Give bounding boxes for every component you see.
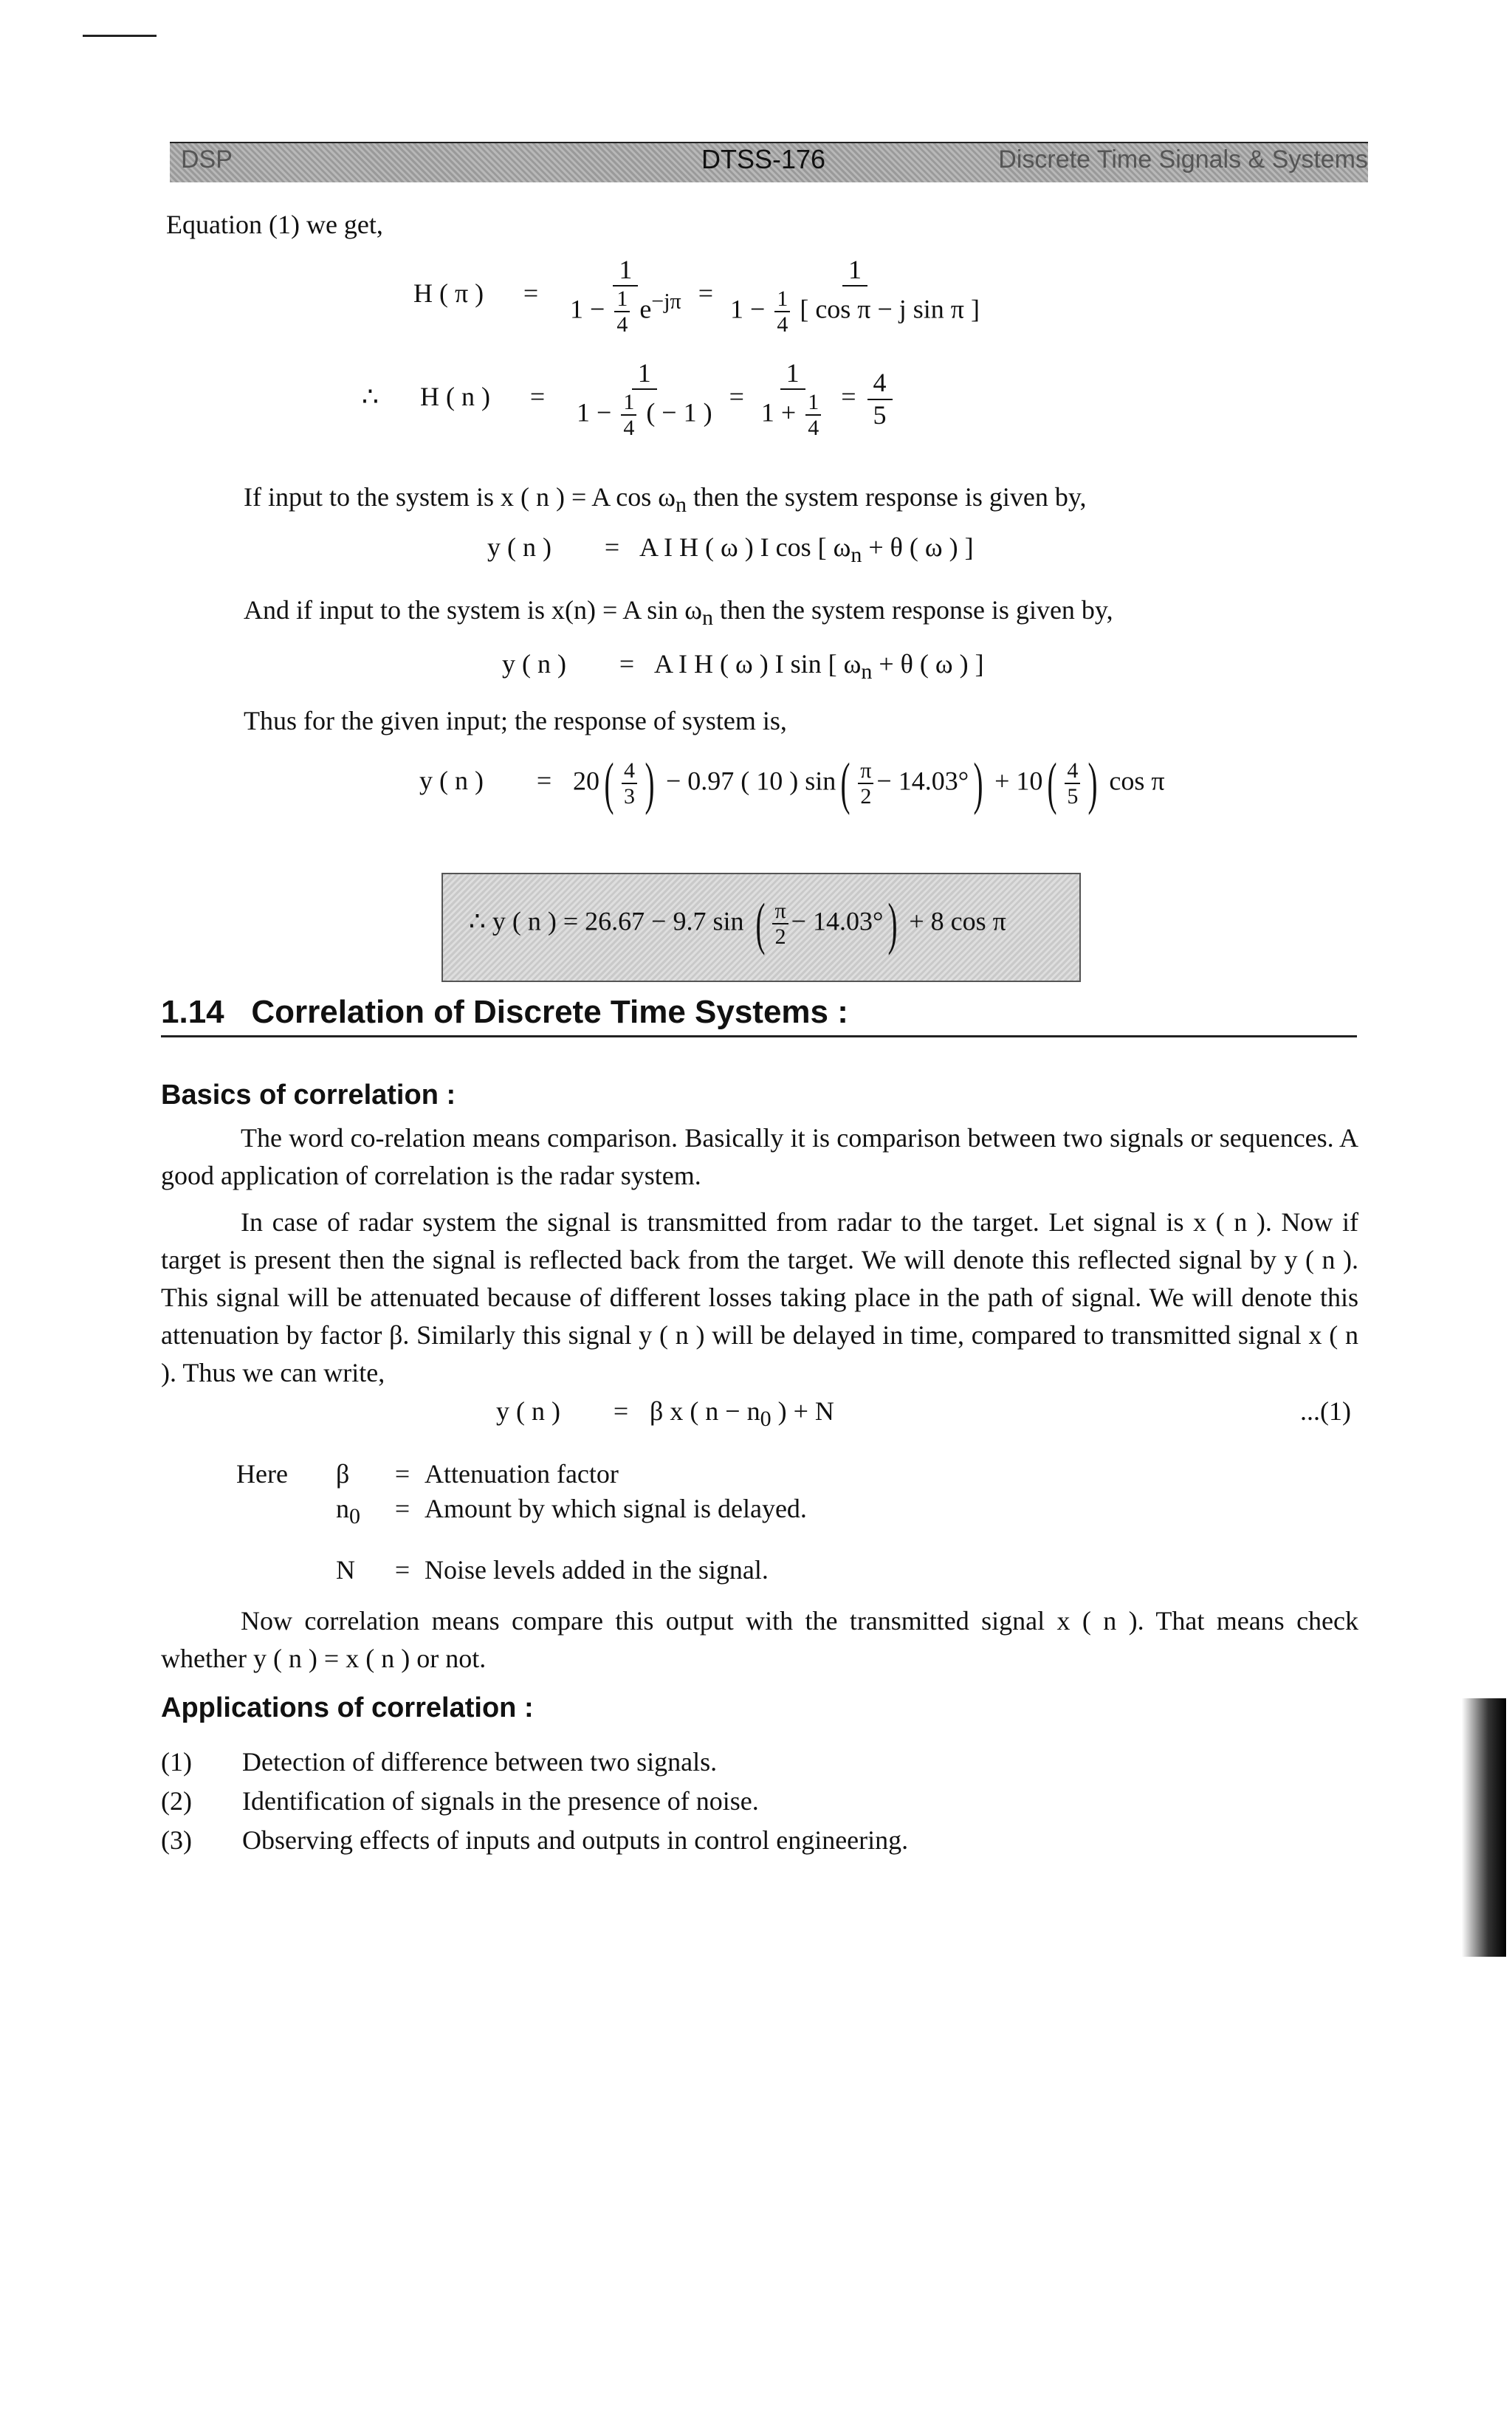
equals-sign: = — [729, 381, 744, 411]
denominator — [724, 286, 986, 337]
numerator: π — [772, 899, 788, 924]
basics-paragraph-3: Now correlation means compare this output with the transmitted signal x ( n ). That means check whether y ( n ) = x ( n ) or not. — [161, 1606, 1358, 1673]
list-number: (2) — [161, 1786, 192, 1816]
denominator — [755, 390, 830, 440]
section-number: 1.14 — [161, 994, 224, 1030]
small-fraction — [774, 286, 790, 337]
text: then the system response is given by, — [713, 595, 1113, 625]
def-symbol — [336, 1493, 380, 1529]
paragraph-thus: Thus for the given input; the response of system is, — [244, 706, 787, 735]
definitions-here: Here — [236, 1459, 288, 1489]
text: then the system response is given by, — [686, 482, 1087, 512]
term: ∴ y ( n ) = 26.67 − 9.7 sin — [469, 906, 744, 936]
equals-sign: = — [536, 766, 552, 796]
denominator — [571, 390, 718, 440]
denominator: 2 — [860, 784, 872, 809]
subscript: n — [861, 659, 873, 684]
term: − 0.97 ( 10 ) sin — [665, 766, 836, 796]
small-fraction — [621, 390, 636, 440]
numerator: 1 — [632, 358, 657, 390]
small-fraction — [614, 286, 630, 337]
list-item — [161, 1825, 1195, 1856]
header-left-text: DSP — [181, 145, 233, 174]
eq-lhs: H ( π ) — [413, 278, 484, 308]
eq-rhs: A I H ( ω ) I sin [ ω — [654, 649, 862, 679]
applications-heading: Applications of correlation : — [161, 1692, 534, 1723]
left-paren: ( — [604, 751, 614, 815]
denominator: 3 — [623, 784, 635, 809]
equals-sign: = — [394, 1459, 410, 1489]
header-right-text: Discrete Time Signals & Systems — [998, 145, 1368, 174]
subscript: 0 — [760, 1407, 772, 1432]
den-term: 1 − — [570, 294, 605, 324]
left-paren: ( — [1047, 751, 1057, 815]
list-item — [161, 1785, 1195, 1816]
boxed-result-equation — [469, 891, 1006, 955]
den-term: 1 − — [577, 397, 612, 428]
basics-heading: Basics of correlation : — [161, 1080, 456, 1111]
den-term: ( − 1 ) — [646, 397, 712, 428]
equals-sign: = — [841, 381, 856, 411]
equation-cos-response — [487, 532, 974, 568]
list-number: (1) — [161, 1747, 192, 1777]
header-page-code: DTSS-176 — [701, 144, 826, 174]
denominator: 4 — [808, 416, 819, 441]
right-paren: ) — [1087, 751, 1098, 815]
fraction — [571, 358, 718, 440]
left-paren: ( — [755, 891, 765, 955]
numerator: 1 — [613, 255, 638, 286]
eq-lhs: y ( n ) — [419, 766, 484, 796]
equals-sign: = — [604, 532, 620, 562]
equals-sign: = — [394, 1555, 410, 1585]
fraction — [755, 358, 830, 440]
numerator: 4 — [1065, 758, 1080, 784]
term: − 14.03° — [791, 906, 884, 936]
denominator — [564, 286, 687, 337]
def-text: Noise levels added in the signal. — [425, 1555, 769, 1585]
list-text: Detection of difference between two signals. — [242, 1747, 718, 1777]
equals-sign: = — [523, 278, 539, 308]
small-fraction — [858, 758, 873, 809]
equation-correlation — [496, 1396, 834, 1432]
section-title: Correlation of Discrete Time Systems : — [251, 994, 848, 1030]
eq-rhs: + θ ( ω ) ] — [872, 649, 984, 679]
den-term: e — [639, 294, 652, 324]
text: And if input to the system is x(n) = A sin ω — [244, 595, 702, 625]
symbol: β — [336, 1459, 350, 1489]
term: − 14.03° — [876, 766, 969, 796]
equals-sign: = — [698, 278, 714, 308]
subscript: n — [675, 493, 687, 518]
den-term: 1 − — [730, 294, 766, 324]
equals-sign: = — [394, 1494, 410, 1523]
denominator: 2 — [774, 924, 786, 949]
numerator: 1 — [780, 358, 805, 390]
equals-sign: = — [529, 381, 546, 411]
list-text: Observing effects of inputs and outputs in control engineering. — [242, 1825, 909, 1855]
eq-rhs: β x ( n − n — [650, 1396, 760, 1426]
left-paren: ( — [840, 751, 850, 815]
den-term: 1 + — [760, 397, 797, 428]
equals-sign: = — [613, 1396, 629, 1426]
numerator: 1 — [614, 286, 630, 312]
eq-lhs: y ( n ) — [502, 649, 566, 679]
equals-sign: = — [619, 649, 635, 679]
therefore-symbol: ∴ — [362, 381, 379, 411]
term: + 10 — [994, 766, 1043, 796]
eq-rhs: + θ ( ω ) ] — [862, 532, 974, 562]
fraction — [724, 255, 986, 337]
equation-tag: ...(1) — [1300, 1396, 1351, 1426]
def-symbol — [336, 1458, 380, 1489]
numerator: 1 — [842, 255, 867, 286]
list-text: Identification of signals in the presence of noise. — [242, 1786, 759, 1816]
denominator: 5 — [873, 399, 887, 430]
term: cos π — [1109, 766, 1165, 796]
numerator: 4 — [867, 368, 893, 399]
equation-result — [419, 751, 1165, 815]
denominator: 5 — [1067, 784, 1079, 809]
small-fraction — [805, 390, 821, 440]
symbol: n — [336, 1494, 349, 1523]
list-number: (3) — [161, 1825, 192, 1855]
def-text: Attenuation factor — [425, 1459, 619, 1489]
den-term: [ cos π − j sin π ] — [800, 294, 980, 324]
term: 20 — [573, 766, 599, 796]
intro-text: Equation (1) we get, — [166, 210, 383, 239]
eq-rhs: ) + N — [771, 1396, 834, 1426]
basics-paragraph-1: The word co-relation means comparison. Basically it is comparison between two signals or sequences. A good application of correlation is the radar system. — [161, 1123, 1358, 1190]
eq-lhs: y ( n ) — [487, 532, 551, 562]
text: If input to the system is x ( n ) = A cos ω — [244, 482, 676, 512]
denominator: 4 — [777, 312, 788, 337]
subscript: n — [702, 605, 713, 631]
eq-lhs: y ( n ) — [496, 1396, 560, 1426]
numerator: 4 — [622, 758, 637, 784]
right-paren: ) — [887, 891, 898, 955]
term: + 8 cos π — [909, 906, 1006, 936]
equation-h-pi — [413, 255, 990, 337]
definition-n0 — [336, 1493, 807, 1529]
numerator: π — [858, 758, 873, 784]
numerator: 1 — [621, 390, 636, 416]
paragraph-sin-input — [244, 594, 1113, 631]
eq-rhs: A I H ( ω ) I cos [ ω — [639, 532, 851, 562]
top-edge-rule — [83, 35, 157, 37]
symbol: N — [336, 1555, 355, 1585]
definition-beta — [336, 1458, 619, 1489]
right-paren: ) — [973, 751, 983, 815]
small-fraction — [1065, 758, 1080, 809]
denominator: 4 — [616, 312, 628, 337]
section-heading — [161, 994, 1357, 1037]
subscript: 0 — [349, 1504, 360, 1529]
def-symbol — [336, 1554, 380, 1585]
right-paren: ) — [645, 751, 655, 815]
equation-sin-response — [502, 648, 984, 684]
book-spine-shadow — [1462, 1698, 1506, 1957]
fraction — [564, 255, 687, 337]
basics-paragraph-2: In case of radar system the signal is transmitted from radar to the target. Let signal is x ( n ). Now if target is present then the signal is reflected back from the target. We will denote this reflected signal by y ( n ). This signal will be attenuated because of different losses taking place in the path of signal. We will denote this attenuation by factor β. Similarly this signal y ( n ) will be delayed in time, compared to transmitted signal x ( n ). Thus we can write, — [161, 1207, 1358, 1387]
equation-h-n — [362, 358, 897, 440]
small-fraction — [772, 899, 788, 949]
numerator: 1 — [774, 286, 790, 312]
fraction — [867, 368, 893, 430]
denominator: 4 — [623, 416, 635, 441]
small-fraction — [622, 758, 637, 809]
list-item — [161, 1746, 1195, 1777]
def-text: Amount by which signal is delayed. — [425, 1494, 807, 1523]
numerator: 1 — [805, 390, 821, 416]
eq-lhs: H ( n ) — [420, 381, 490, 411]
exponent: −jπ — [651, 289, 681, 314]
paragraph-cos-input — [244, 481, 1087, 518]
definition-noise — [336, 1554, 769, 1585]
subscript: n — [850, 543, 862, 568]
